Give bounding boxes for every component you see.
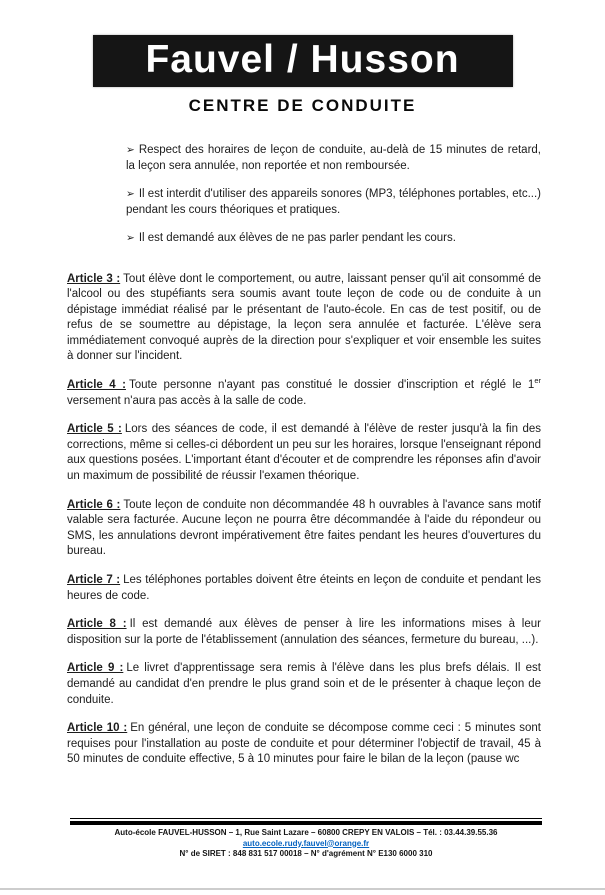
article-text: Toute leçon de conduite non décommandée 48 h ouvrables à l'avance sans motif valable sera facturée. Aucune leçon ne pourra être décommandée à l'aide du répondeur ou SMS, les annulations devront impérativement être faites pendant les heures d'ouvertures du bureau. [67,498,541,558]
brand-name: Fauvel / Husson [145,38,460,81]
document-title: CENTRE DE CONDUITE [188,96,417,115]
article-text: Le livret d'apprentissage sera remis à l'élève dans les plus brefs délais. Il est demandé au candidat d'en prendre le plus grand soin et de le présenter à chaque leçon de conduite. [67,662,541,706]
bullet-item [126,187,541,218]
articles-section [67,272,541,768]
article-5 [67,422,541,484]
article-10 [67,721,541,768]
document-page [0,35,605,895]
article-3 [67,272,541,366]
article-label: Article 5 : [67,423,122,436]
article-text: Les téléphones portables doivent être éteints en leçon de conduite et pendant les heures de code. [67,574,541,602]
bullet-text: Il est interdit d'utiliser des appareils sonores (MP3, téléphones portables, etc...) pendant les cours théoriques et pratiques. [126,188,541,216]
footer-email-line [70,839,542,850]
article-text-continued: versement n'aura pas accès à la salle de code. [67,394,307,407]
article-8 [67,617,541,648]
article-label: Article 7 : [67,574,121,586]
page-footer [70,818,542,860]
bullet-text: Respect des horaires de leçon de conduite, au-delà de 15 minutes de retard, la leçon sera annulée, non reportée et non remboursée. [126,144,541,172]
bullet-item [126,143,541,174]
article-7 [67,573,541,604]
bullet-text: Il est demandé aux élèves de ne pas parler pendant les cours. [138,232,456,244]
arrow-bullet-icon: ➢ [126,232,135,244]
article-label: Article 6 : [67,498,121,511]
bullet-item [126,231,541,247]
article-text: Toute personne n'ayant pas constitué le dossier d'inscription et réglé le 1 [128,379,535,392]
arrow-bullet-icon: ➢ [126,188,135,200]
article-label: Article 10 : [67,722,128,735]
article-text: En général, une leçon de conduite se décompose comme ceci : 5 minutes sont requises pour l'installation au poste de conduite et pour déterminer l'objectif de travail, 45 à 50 minutes de conduite effective, 5 à 10 minutes pour faire le bilan de la leçon (pause wc [67,722,541,766]
footer-email-link[interactable]: auto.ecole.rudy.fauvel@orange.fr [242,838,370,848]
article-9 [67,661,541,708]
article-label: Article 9 : [67,662,124,675]
article-text: Tout élève dont le comportement, ou autre, laissant penser qu'il ait consommé de l'alcool ou des stupéfiants sera soumis avant toute leçon de code ou de conduite à un dépistage immédiat réalisé par le présentant de l'auto-école. En cas de test positif, ou de refus de se soumettre au dépistage, la leçon sera annulée et facturée. L'élève sera immédiatement convoqué auprès de la direction pour s'expliquer et voir ensemble les suites à donner sur l'incident. [67,272,541,363]
article-label: Article 8 : [67,618,127,631]
footer-divider-thin [70,818,542,819]
article-6 [67,498,541,560]
footer-text-block [70,828,542,860]
article-label: Article 3 : [67,272,121,285]
article-text: Il est demandé aux élèves de penser à lire les informations mises à leur disposition sur la porte de l'établissement (annulation des séances, fermeture du bureau, ...). [67,618,541,646]
article-label: Article 4 : [67,379,126,392]
article-text: Lors des séances de code, il est demandé à l'élève de rester jusqu'à la fin des corrections, même si celles-ci débordent un peu sur les horaires, lorsque l'enseignant répond aux questions posées. L'important étant d'écouter et de comprendre les réponses afin d'avoir un maximum de possibilité de réussir l'examen théorique. [67,423,541,483]
article-4 [67,378,541,409]
rules-bullet-list [126,143,541,247]
page-bottom-edge [0,888,605,890]
footer-siret-line: N° de SIRET : 848 831 517 00018 – N° d'agrément N° E130 6000 310 [179,849,433,858]
footer-divider-thick [70,821,542,825]
arrow-bullet-icon: ➢ [126,144,135,156]
ordinal-superscript: er [534,376,541,386]
footer-address-line: Auto-école FAUVEL-HUSSON – 1, Rue Saint Lazare – 60800 CREPY EN VALOIS – Tél. : 03.44.39.55.36 [114,828,498,837]
brand-banner [93,35,513,87]
